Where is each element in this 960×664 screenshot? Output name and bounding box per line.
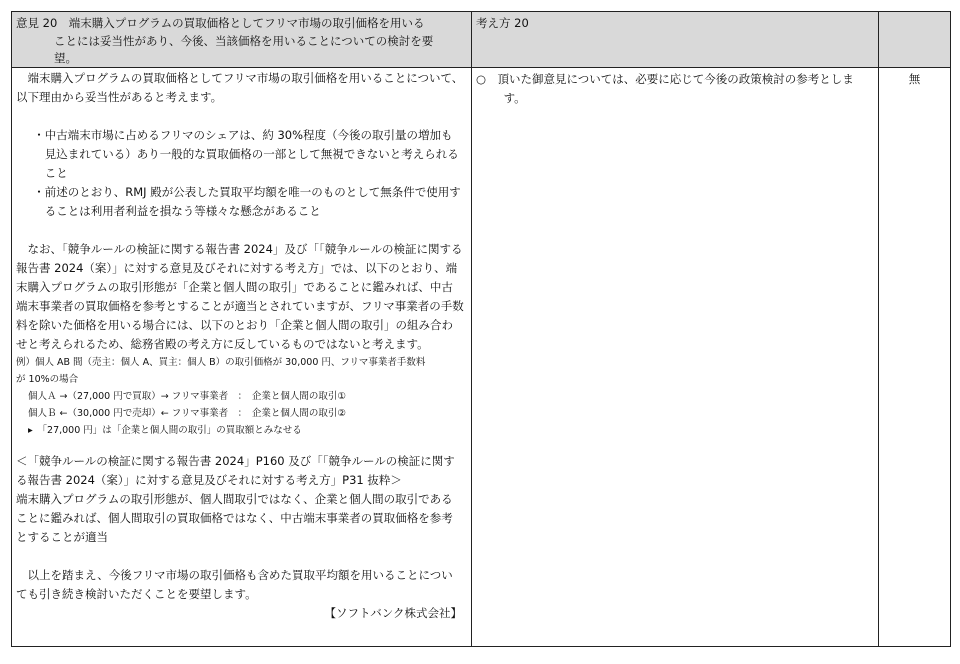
view-header-cell [472, 12, 879, 68]
opinion-heading [16, 15, 466, 68]
example-line-2: が 10%の場合 [16, 374, 79, 385]
opinion-bullet-2: ・前述のとおり、RMJ 殿が公表した買取平均額を唯一のものとして無条件で使用することは利用者利益を損なう等様々な懸念があること [33, 185, 461, 218]
table-body-row [12, 68, 951, 647]
opinion-heading-line2: ことには妥当性があり、今後、当該価格を用いることについての検討を要 [54, 33, 434, 48]
opinion-heading-line3: 望。 [54, 51, 77, 65]
opinion-heading-line1: 意見 20 端末購入プログラムの買取価格としてフリマ市場の取引価格を用いる [16, 16, 425, 30]
opinion-paragraph-2: なお、「競争ルールの検証に関する報告書 2024」及び「「競争ルールの検証に関する報告書 2024（案）」に対する意見及びそれに対する考え方」では、以下のとおり、端末購入プログラムの取引形態が「企業と個人間の取引」であることに鑑みれば、中古端末事業者の買取価格を参考とすることが適当とされていますが、フリマ事業者の手数料を除いた価格を用いる場合には、以下のとおり「企業と個人間の取引」の組み合わせと考えられるため、総務省殿の考え方に反しているものではないと考えます。 [16, 242, 464, 351]
opinion-paragraph-1: 端末購入プログラムの買取価格としてフリマ市場の取引価格を用いることについて、以下理由から妥当性があると考えます。 [16, 71, 464, 104]
view-body-cell [472, 68, 879, 647]
submitter-signature: 【ソフトバンク株式会社】 [324, 606, 462, 620]
quote-heading: ＜「競争ルールの検証に関する報告書 2024」P160 及び「「競争ルールの検証に関する報告書 2024（案）」に対する意見及びそれに対する考え方」P31 抜粋＞ [16, 454, 455, 487]
opinion-header-cell [12, 12, 472, 68]
revision-flag: 無 [908, 72, 921, 86]
example-flow-b: 個人Ｂ ←（30,000 円で売却）← フリマ事業者 ： 企業と個人間の取引② [28, 408, 346, 419]
revision-flag-cell [879, 68, 951, 647]
flag-header-cell [879, 12, 951, 68]
opinion-bullet-1: ・中古端末市場に占めるフリマのシェアは、約 30%程度（今後の取引量の増加も見込まれている）あり一般的な買取価格の一部として無視できないと考えられること [33, 128, 459, 180]
opinion-body-cell [12, 68, 472, 647]
opinion-paragraph-3: 以上を踏まえ、今後フリマ市場の取引価格も含めた買取平均額を用いることについても引き続き検討いただくことを要望します。 [16, 568, 453, 601]
example-note: ▸ 「27,000 円」は「企業と個人間の取引」の買取額とみなせる [28, 425, 302, 436]
table-header-row [12, 12, 951, 68]
opinion-table [11, 11, 951, 647]
view-heading: 考え方 20 [476, 16, 529, 30]
quote-body: 端末購入プログラムの取引形態が、個人間取引ではなく、企業と個人間の取引であることに鑑みれば、個人間取引の買取価格ではなく、中古端末事業者の買取価格を参考とすることが適当 [16, 492, 453, 544]
example-line-1: 例）個人 AB 間（売主：個人 A、買主：個人 B）の取引価格が 30,000 円、フリマ事業者手数料 [16, 357, 426, 368]
view-answer: ○ 頂いた御意見については、必要に応じて今後の政策検討の参考とします。 [476, 72, 854, 105]
example-flow-a: 個人Ａ →（27,000 円で買取）→ フリマ事業者 ： 企業と個人間の取引① [28, 391, 346, 402]
